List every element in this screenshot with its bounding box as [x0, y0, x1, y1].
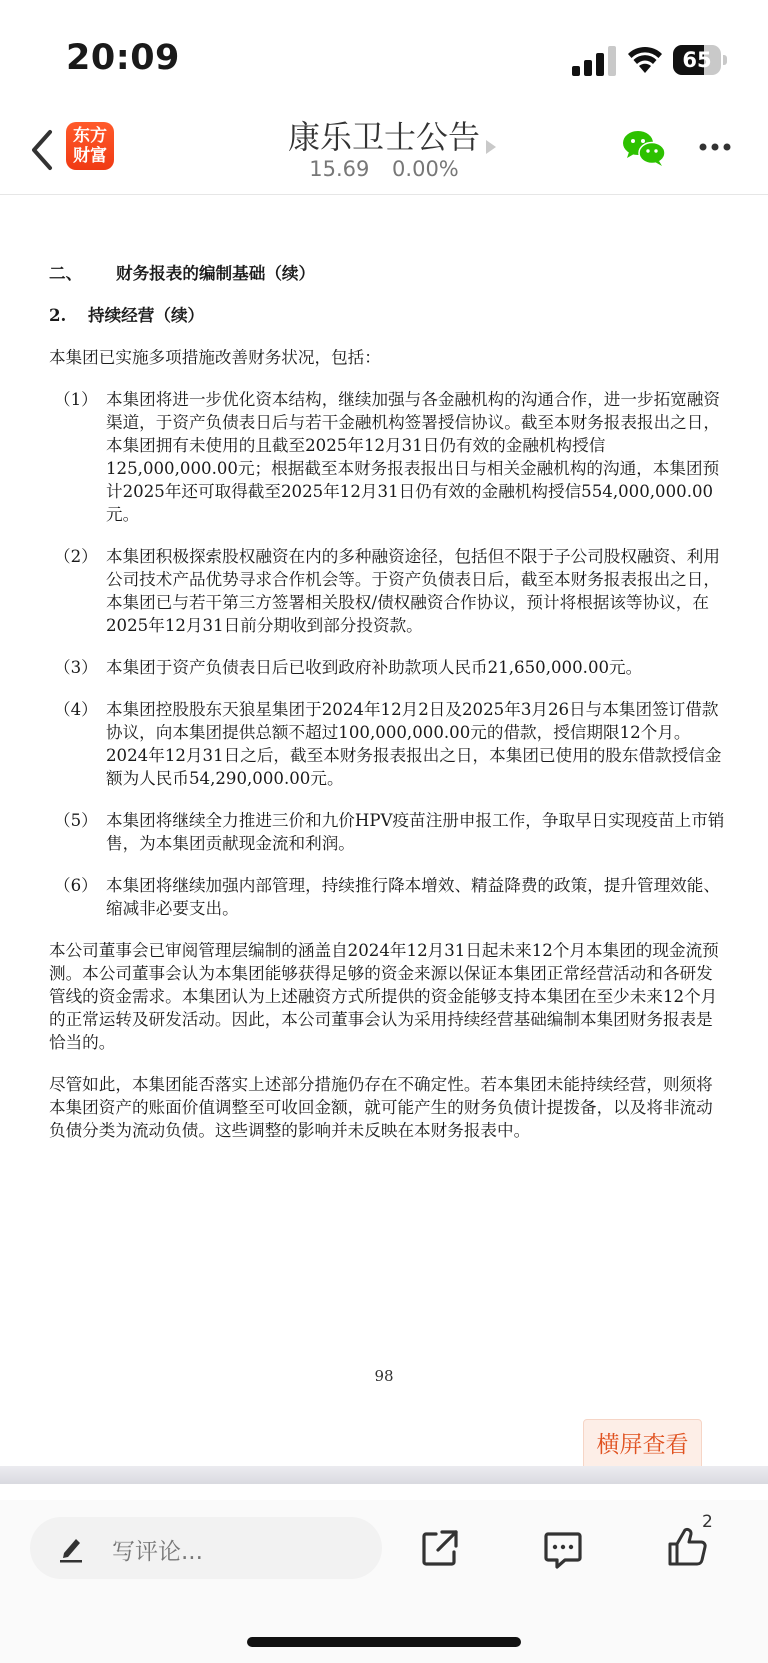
list-item: （2） 本集团积极探索股权融资在内的多种融资途径，包括但不限于子公司股权融资、利用公司技术产品优势寻求合作机会等。于资产负债表日后，截至本财务报表报出之日，本集团已与若干第三方签署相关股权/债权融资合作协议，预计将根据该等协议，在2025年12月31日前分期收到部分投资款。 [54, 547, 720, 635]
status-bar [0, 0, 768, 110]
expand-arrow-icon[interactable] [486, 140, 496, 154]
section-heading: 二、 财务报表的编制基础（续） [49, 263, 316, 283]
bottom-action-bar [0, 1500, 768, 1663]
wechat-icon[interactable] [622, 128, 666, 168]
cellular-signal-icon [572, 46, 616, 76]
page-number: 98 [374, 1367, 394, 1385]
list-item: （6） 本集团将继续加强内部管理，持续推行降本增效、精益降费的政策，提升管理效能、缩减非必要支出。 [54, 876, 720, 918]
list-item: （5） 本集团将继续全力推进三价和九价HPV疫苗注册申报工作，争取早日实现疫苗上市销售，为本集团贡献现金流和利润。 [54, 811, 725, 853]
list-item: （4） 本集团控股股东天狼星集团于2024年12月2日及2025年3月26日与本集团签订借款协议，向本集团提供总额不超过100,000,000.00元的借款，授信期限12个月。2024年12月31日之后，截至本财务报表报出之日，本集团已使用的股东借款授信金额为人民币54,290,000.00元。 [54, 700, 722, 788]
more-icon[interactable] [698, 142, 732, 152]
nav-header [0, 110, 768, 195]
battery-level: 65 [682, 48, 712, 72]
page-title: 康乐卫士公告 [287, 118, 480, 156]
landscape-view-button[interactable]: 横屏查看 [583, 1419, 702, 1471]
stock-change: 0.00% [392, 157, 459, 181]
home-indicator[interactable] [247, 1637, 521, 1647]
board-review-paragraph: 本公司董事会已审阅管理层编制的涵盖自2024年12月31日起未来12个月本集团的现金流预测。本公司董事会认为本集团能够获得足够的资金来源以保证本集团正常经营活动和各研发管线的资金需求。本集团认为上述融资方式所提供的资金能够支持本集团在至少未来12个月的正常运转及研发活动。因此，本公司董事会认为采用持续经营基础编制本集团财务报表是恰当的。 [49, 941, 719, 1052]
announcement-document [49, 262, 725, 1142]
list-item: （3） 本集团于资产负债表日后已收到政府补助款项人民币21,650,000.00元。 [54, 658, 643, 677]
battery-icon [673, 45, 727, 75]
status-time: 20:09 [66, 38, 180, 78]
intro-paragraph: 本集团已实施多项措施改善财务状况，包括： [49, 348, 381, 367]
divider [0, 1466, 768, 1484]
comment-input[interactable] [30, 1517, 382, 1579]
share-icon[interactable] [420, 1528, 460, 1568]
pencil-icon [58, 1533, 84, 1563]
comments-icon[interactable] [543, 1530, 583, 1570]
list-item: （1） 本集团将进一步优化资本结构，继续加强与各金融机构的沟通合作，进一步拓宽融资渠道，于资产负债表日后与若干金融机构签署授信协议。截至本财务报表报出之日，本集团拥有未使用的且截至2025年12月31日仍有效的金融机构授信125,000,000.00元；根据截至本财务报表报出日与相关金融机构的沟通，本集团预计2025年还可取得截至2025年12月31日仍有效的金融机构授信554,000,000.00元。 [54, 390, 720, 524]
like-count: 2 [702, 1512, 713, 1532]
uncertainty-paragraph: 尽管如此，本集团能否落实上述部分措施仍存在不确定性。若本集团未能持续经营，则须将本集团资产的账面价值调整至可收回金额，就可能产生的财务负债计提拨备，以及将非流动负债分类为流动负债。这些调整的影响并未反映在本财务报表中。 [49, 1075, 713, 1140]
thumbs-up-icon[interactable] [666, 1526, 708, 1568]
comment-placeholder: 写评论... [112, 1539, 203, 1565]
wifi-icon [626, 44, 664, 74]
stock-price: 15.69 [309, 157, 370, 181]
app-logo[interactable]: 东方 财富 [66, 122, 114, 170]
subsection-heading: 2. 持续经营（续） [49, 305, 205, 325]
